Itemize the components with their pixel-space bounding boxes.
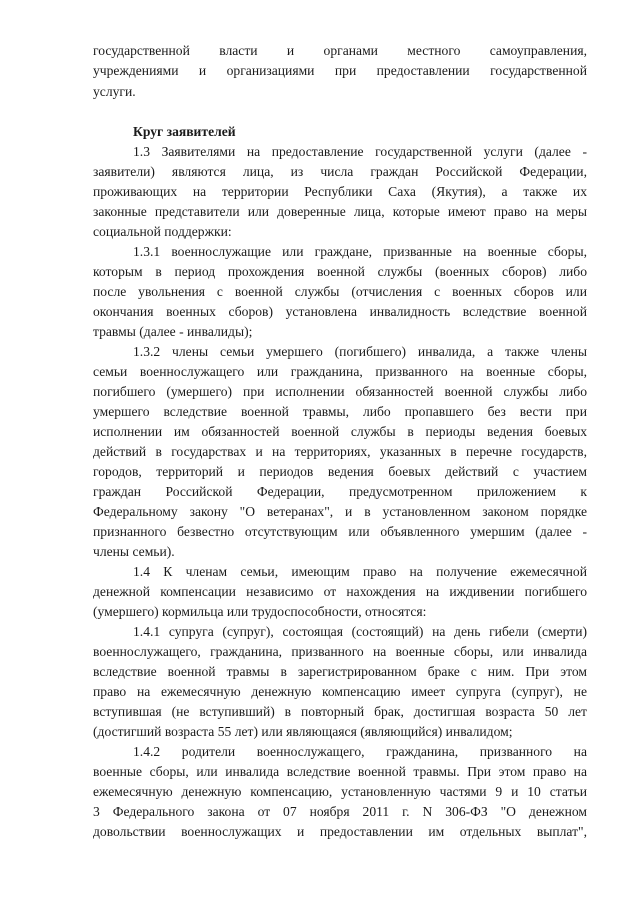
text-line: семьи военнослужащего или гражданина, призванного на военные сборы,	[93, 364, 587, 379]
text-line: законные представители или доверенные лица, которые имеют право на меры	[93, 204, 587, 219]
text-line: социальной поддержки:	[93, 224, 232, 239]
text-line: признанного безвестно отсутствующим или объявленного умершим (далее -	[93, 524, 587, 539]
text-line: погибшего (умершего) при исполнении обязанностей военной службы либо	[93, 384, 587, 399]
text-line: травмы (далее - инвалиды);	[93, 324, 253, 339]
paragraph-first-line: 1.4.2 родители военнослужащего, гражданина, призванного на	[133, 744, 587, 759]
text-line: ежемесячную денежную компенсацию, установленную частями 9 и 10 статьи	[93, 784, 587, 799]
text-line: 3 Федерального закона от 07 ноября 2011 г. N 306-ФЗ "О денежном	[93, 804, 587, 819]
text-line: окончания военных сборов) установлена инвалидность вследствие военной	[93, 304, 587, 319]
text-line: Федеральному закону "О ветеранах", и в установленном законом порядке	[93, 504, 587, 519]
text-line: денежной компенсации независимо от нахождения на иждивении погибшего	[93, 584, 587, 599]
paragraph-first-line: 1.3 Заявителями на предоставление государственной услуги (далее -	[133, 144, 587, 159]
text-line: военные сборы, или инвалида вследствие военной травмы. При этом право на	[93, 764, 587, 779]
section-heading: Круг заявителей	[133, 124, 236, 139]
text-line: вследствие военной травмы в зарегистрированном браке с ним. При этом	[93, 664, 587, 679]
text-line: проживающих на территории Республики Саха (Якутия), а также их	[93, 184, 587, 199]
paragraph-first-line: 1.4.1 супруга (супруг), состоящая (состоящий) на день гибели (смерти)	[133, 624, 587, 639]
text-line: учреждениями и организациями при предоставлении государственной	[93, 63, 587, 78]
text-line: услуги.	[93, 84, 136, 99]
text-line: право на ежемесячную денежную компенсацию имеет супруга (супруг), не	[93, 684, 587, 699]
text-line: (достигший возраста 55 лет) или являющаяся (являющийся) инвалидом;	[93, 724, 513, 739]
text-line: граждан Российской Федерации, предусмотренном приложением к	[93, 484, 587, 499]
paragraph-first-line: 1.4 К членам семьи, имеющим право на получение ежемесячной	[133, 564, 587, 579]
paragraph-first-line: 1.3.2 члены семьи умершего (погибшего) инвалида, а также члены	[133, 344, 587, 359]
paragraph-first-line: 1.3.1 военнослужащие или граждане, призванные на военные сборы,	[133, 244, 587, 259]
text-line: государственной власти и органами местного самоуправления,	[93, 43, 587, 58]
text-line: (умершего) кормильца или трудоспособности, относятся:	[93, 604, 427, 619]
text-line: после увольнения с военной службы (отчисления с военных сборов или	[93, 284, 587, 299]
text-line: которым в период прохождения военной службы (военных сборов) либо	[93, 264, 587, 279]
text-line: вступившая (не вступивший) в повторный брак, достигшая возраста 50 лет	[93, 704, 587, 719]
text-line: исполнении им обязанностей военной службы в периоды ведения боевых	[93, 424, 587, 439]
text-line: довольствии военнослужащих и предоставлении им отдельных выплат",	[93, 824, 587, 839]
text-line: заявители) являются лица, из числа граждан Российской Федерации,	[93, 164, 587, 179]
text-line: члены семьи).	[93, 544, 175, 559]
text-line: действий в государствах и на территориях, указанных в перечне государств,	[93, 444, 587, 459]
text-line: городов, территорий и периодов ведения боевых действий с участием	[93, 464, 587, 479]
text-line: военнослужащего, гражданина, призванного на военные сборы, или инвалида	[93, 644, 587, 659]
text-line: умершего вследствие военной травмы, либо пропавшего без вести при	[93, 404, 587, 419]
